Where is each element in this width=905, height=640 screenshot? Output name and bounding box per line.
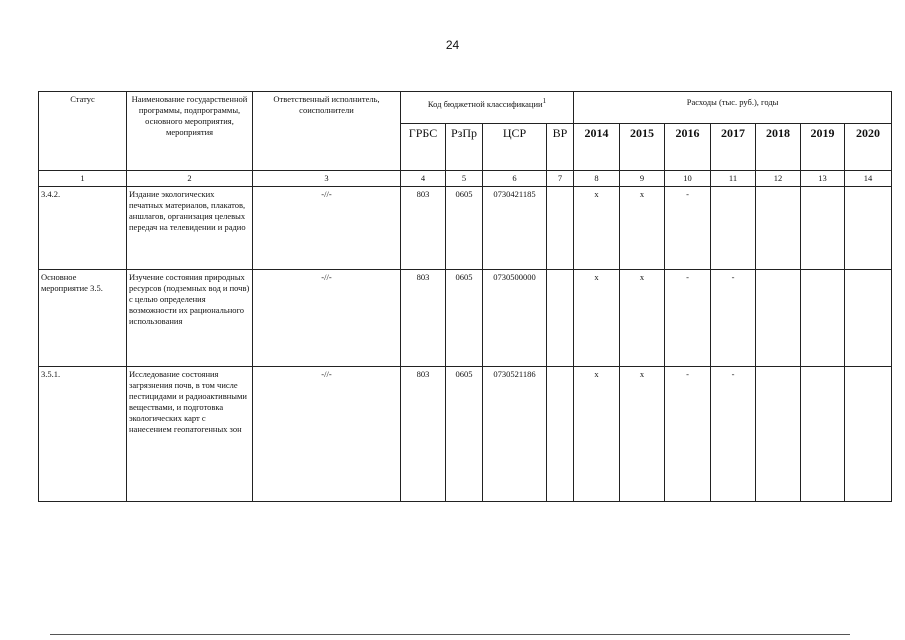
row-name: Издание экологических печатных материалов, плакатов, аншлагов, организация целевых передач на телевидении и радио [127, 187, 253, 270]
column-number: 7 [547, 171, 574, 187]
column-number: 8 [574, 171, 620, 187]
column-number: 12 [756, 171, 801, 187]
budget-table [38, 91, 892, 502]
header-vr: ВР [547, 124, 574, 171]
row-value-2014: x [574, 367, 620, 502]
table-row [39, 367, 892, 502]
row-vr [547, 270, 574, 367]
row-csr: 0730521186 [483, 367, 547, 502]
column-number: 9 [620, 171, 665, 187]
header-year: 2020 [845, 124, 892, 171]
row-value-2018 [756, 270, 801, 367]
row-executor: -//- [253, 187, 401, 270]
row-rzpr: 0605 [446, 187, 483, 270]
row-status: 3.5.1. [39, 367, 127, 502]
header-status: Статус [39, 92, 127, 171]
header-year: 2015 [620, 124, 665, 171]
header-expenses: Расходы (тыс. руб.), годы [574, 92, 892, 124]
column-numbers-row [39, 171, 892, 187]
header-year: 2017 [711, 124, 756, 171]
row-value-2018 [756, 367, 801, 502]
header-rzpr: РзПр [446, 124, 483, 171]
row-value-2016: - [665, 270, 711, 367]
column-number: 2 [127, 171, 253, 187]
row-value-2017: - [711, 270, 756, 367]
header-name: Наименование государственной программы, подпрограммы, основного мероприятия, мероприятия [127, 92, 253, 171]
header-year: 2016 [665, 124, 711, 171]
column-number: 6 [483, 171, 547, 187]
row-grbs: 803 [401, 187, 446, 270]
row-value-2014: x [574, 270, 620, 367]
row-status: 3.4.2. [39, 187, 127, 270]
row-rzpr: 0605 [446, 270, 483, 367]
header-year: 2018 [756, 124, 801, 171]
row-value-2016: - [665, 187, 711, 270]
header-year: 2014 [574, 124, 620, 171]
table-row [39, 187, 892, 270]
row-value-2020 [845, 367, 892, 502]
header-year: 2019 [801, 124, 845, 171]
row-vr [547, 187, 574, 270]
header-kbk [401, 92, 574, 124]
row-name: Исследование состояния загрязнения почв, в том числе пестицидами и радиоактивными веществами, и подготовка экологических карт с нанесением геопатогенных зон [127, 367, 253, 502]
row-value-2019 [801, 187, 845, 270]
row-status: Основное мероприятие 3.5. [39, 270, 127, 367]
row-grbs: 803 [401, 367, 446, 502]
row-value-2020 [845, 187, 892, 270]
header-grbs: ГРБС [401, 124, 446, 171]
header-csr: ЦСР [483, 124, 547, 171]
row-value-2016: - [665, 367, 711, 502]
row-value-2018 [756, 187, 801, 270]
header-row-top [39, 92, 892, 124]
page-bottom-rule [50, 634, 850, 635]
column-number: 1 [39, 171, 127, 187]
row-value-2015: x [620, 270, 665, 367]
row-grbs: 803 [401, 270, 446, 367]
column-number: 4 [401, 171, 446, 187]
table-row [39, 270, 892, 367]
header-executor: Ответственный исполнитель, соисполнители [253, 92, 401, 171]
column-number: 10 [665, 171, 711, 187]
row-value-2014: x [574, 187, 620, 270]
row-rzpr: 0605 [446, 367, 483, 502]
row-executor: -//- [253, 367, 401, 502]
row-csr: 0730500000 [483, 270, 547, 367]
row-name: Изучение состояния природных ресурсов (подземных вод и почв) с целью определения возможности их рационального использования [127, 270, 253, 367]
row-value-2017: - [711, 367, 756, 502]
row-value-2015: x [620, 187, 665, 270]
row-vr [547, 367, 574, 502]
row-value-2015: x [620, 367, 665, 502]
row-executor: -//- [253, 270, 401, 367]
column-number: 3 [253, 171, 401, 187]
row-value-2019 [801, 270, 845, 367]
header-kbk-text: Код бюджетной классификации [427, 98, 543, 109]
column-number: 11 [711, 171, 756, 187]
row-value-2017 [711, 187, 756, 270]
page-number: 24 [445, 38, 460, 52]
row-csr: 0730421185 [483, 187, 547, 270]
column-number: 14 [845, 171, 892, 187]
column-number: 5 [446, 171, 483, 187]
header-kbk-footnote: 1 [542, 97, 547, 105]
row-value-2019 [801, 367, 845, 502]
row-value-2020 [845, 270, 892, 367]
column-number: 13 [801, 171, 845, 187]
